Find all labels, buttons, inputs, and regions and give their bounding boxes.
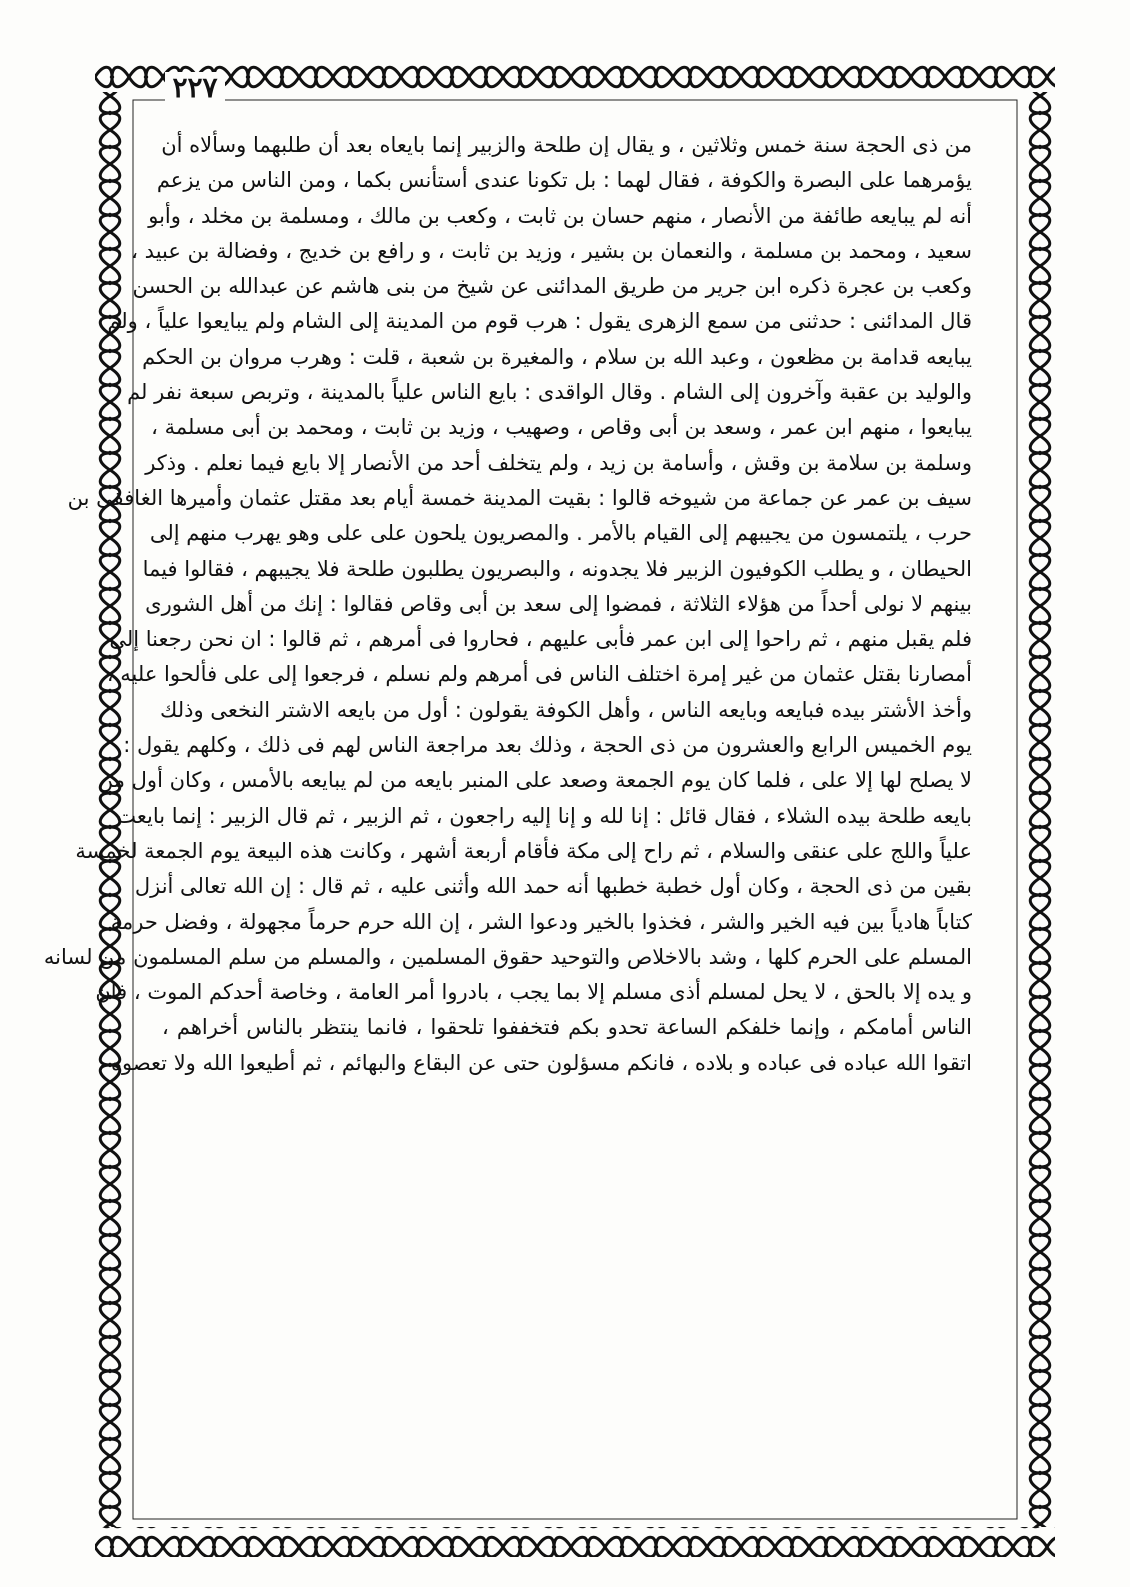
text-line: الحيطان ، و يطلب الكوفيون الزبير فلا يجدونه ، والبصريون يطلبون طلحة فلا يجيبهم ، فقالوا فيما [142, 556, 972, 581]
text-line: أمصارنا بقتل عثمان من غير إمرة اختلف الناس فى أمرهم ولم نسلم ، فرجعوا إلى على فألحوا عليه ، [106, 662, 972, 687]
text-line: يوم الخميس الرابع والعشرون من ذى الحجة ، وذلك بعد مراجعة الناس لهم فى ذلك ، وكلهم يقول : [123, 733, 972, 758]
text-line: سيف بن عمر عن جماعة من شيوخه قالوا : بقيت المدينة خمسة أيام بعد مقتل عثمان وأميرها الغافقى بن [67, 485, 972, 510]
text-line: علياً واللج على عنقى والسلام ، ثم راح إلى مكة فأقام أربعة أشهر ، وكانت هذه البيعة يوم الجمعة لخمسة [75, 838, 972, 863]
text-line: بقين من ذى الحجة ، وكان أول خطبة خطبها أنه حمد الله وأثنى عليه ، ثم قال : إن الله تعالى أنزل [134, 874, 972, 899]
text-line: الناس أمامكم ، وإنما خلفكم الساعة تحدو بكم فتخففوا تلحقوا ، فانما ينتظر بالناس أخراهم ، [162, 1015, 972, 1040]
body-text [43, 128, 972, 1458]
text-line: وسلمة بن سلامة بن وقش ، وأسامة بن زيد ، ولم يتخلف أحد من الأنصار إلا بايع فيما نعلم . وذكر [145, 450, 972, 475]
text-line: المسلم على الحرم كلها ، وشد بالاخلاص والتوحيد حقوق المسلمين ، والمسلم من سلم المسلمون من لسانه [43, 944, 972, 969]
text-line: يؤمرهما على البصرة والكوفة ، فقال لهما : بل تكونا عندى أستأنس بكما ، ومن الناس من يزعم [156, 168, 972, 193]
text-line: بايعه طلحة بيده الشلاء ، فقال قائل : إنا لله و إنا إليه راجعون ، ثم الزبير ، ثم قال الزبير : إنما بايعت [116, 803, 972, 828]
page-number: ٢٢٧ [165, 72, 225, 104]
text-line: فلم يقبل منهم ، ثم راحوا إلى ابن عمر فأبى عليهم ، فحاروا فى أمرهم ، ثم قالوا : ان نحن رجعنا إلى [109, 627, 972, 652]
text-line: يبايعه قدامة بن مظعون ، وعبد الله بن سلام ، والمغيرة بن شعبة ، قلت : وهرب مروان بن الحكم [142, 344, 972, 369]
text-line: والوليد بن عقبة وآخرون إلى الشام . وقال الواقدى : بايع الناس علياً بالمدينة ، وتربص سبعة نفر لم [127, 380, 972, 405]
text-line: كتاباً هادياً بين فيه الخير والشر ، فخذوا بالخير ودعوا الشر ، إن الله حرم حرماً مجهولة ، وفضل حرمة [110, 909, 972, 934]
text-line: وكعب بن عجرة ذكره ابن جرير من طريق المدائنى عن شيخ من بنى هاشم عن عبدالله بن الحسن [132, 274, 972, 299]
text-line: قال المدائنى : حدثنى من سمع الزهرى يقول : هرب قوم من المدينة إلى الشام ولم يبايعوا علياً ، ولم [107, 309, 972, 334]
text-line: سعيد ، ومحمد بن مسلمة ، والنعمان بن بشير ، وزيد بن ثابت ، و رافع بن خديج ، وفضالة بن عبيد ، [131, 238, 972, 263]
text-line: بينهم لا نولى أحداً من هؤلاء الثلاثة ، فمضوا إلى سعد بن أبى وقاص فقالوا : إنك من أهل الشورى [145, 591, 972, 616]
text-line: من ذى الحجة سنة خمس وثلاثين ، و يقال إن طلحة والزبير إنما بايعاه بعد أن طلبهما وسألاه أن [161, 133, 972, 157]
text-line: حرب ، يلتمسون من يجيبهم إلى القيام بالأمر . والمصريون يلحون على على وهو يهرب منهم إلى [149, 521, 972, 546]
text-line: أنه لم يبايعه طائفة من الأنصار ، منهم حسان بن ثابت ، وكعب بن مالك ، ومسلمة بن مخلد ، وأبو [148, 203, 972, 228]
text-line: و يده إلا بالحق ، لا يحل لمسلم أذى مسلم إلا بما يجب ، بادروا أمر العامة ، وخاصة أحدكم الموت ، فان [95, 980, 972, 1005]
text-line: وأخذ الأشتر بيده فبايعه وبايعه الناس ، وأهل الكوفة يقولون : أول من بايعه الاشتر النخعى وذلك [160, 697, 972, 722]
text-line: لا يصلح لها إلا على ، فلما كان يوم الجمعة وصعد على المنبر بايعه من لم يبايعه بالأمس ، وكان أول من [97, 768, 972, 793]
text-line: يبايعوا ، منهم ابن عمر ، وسعد بن أبى وقاص ، وصهيب ، وزيد بن ثابت ، ومحمد بن أبى مسلمة ، [151, 415, 972, 440]
text-line: اتقوا الله عباده فى عباده و بلاده ، فانكم مسؤلون حتى عن البقاع والبهائم ، ثم أطيعوا الله ولا تعصوه ، [97, 1050, 972, 1075]
